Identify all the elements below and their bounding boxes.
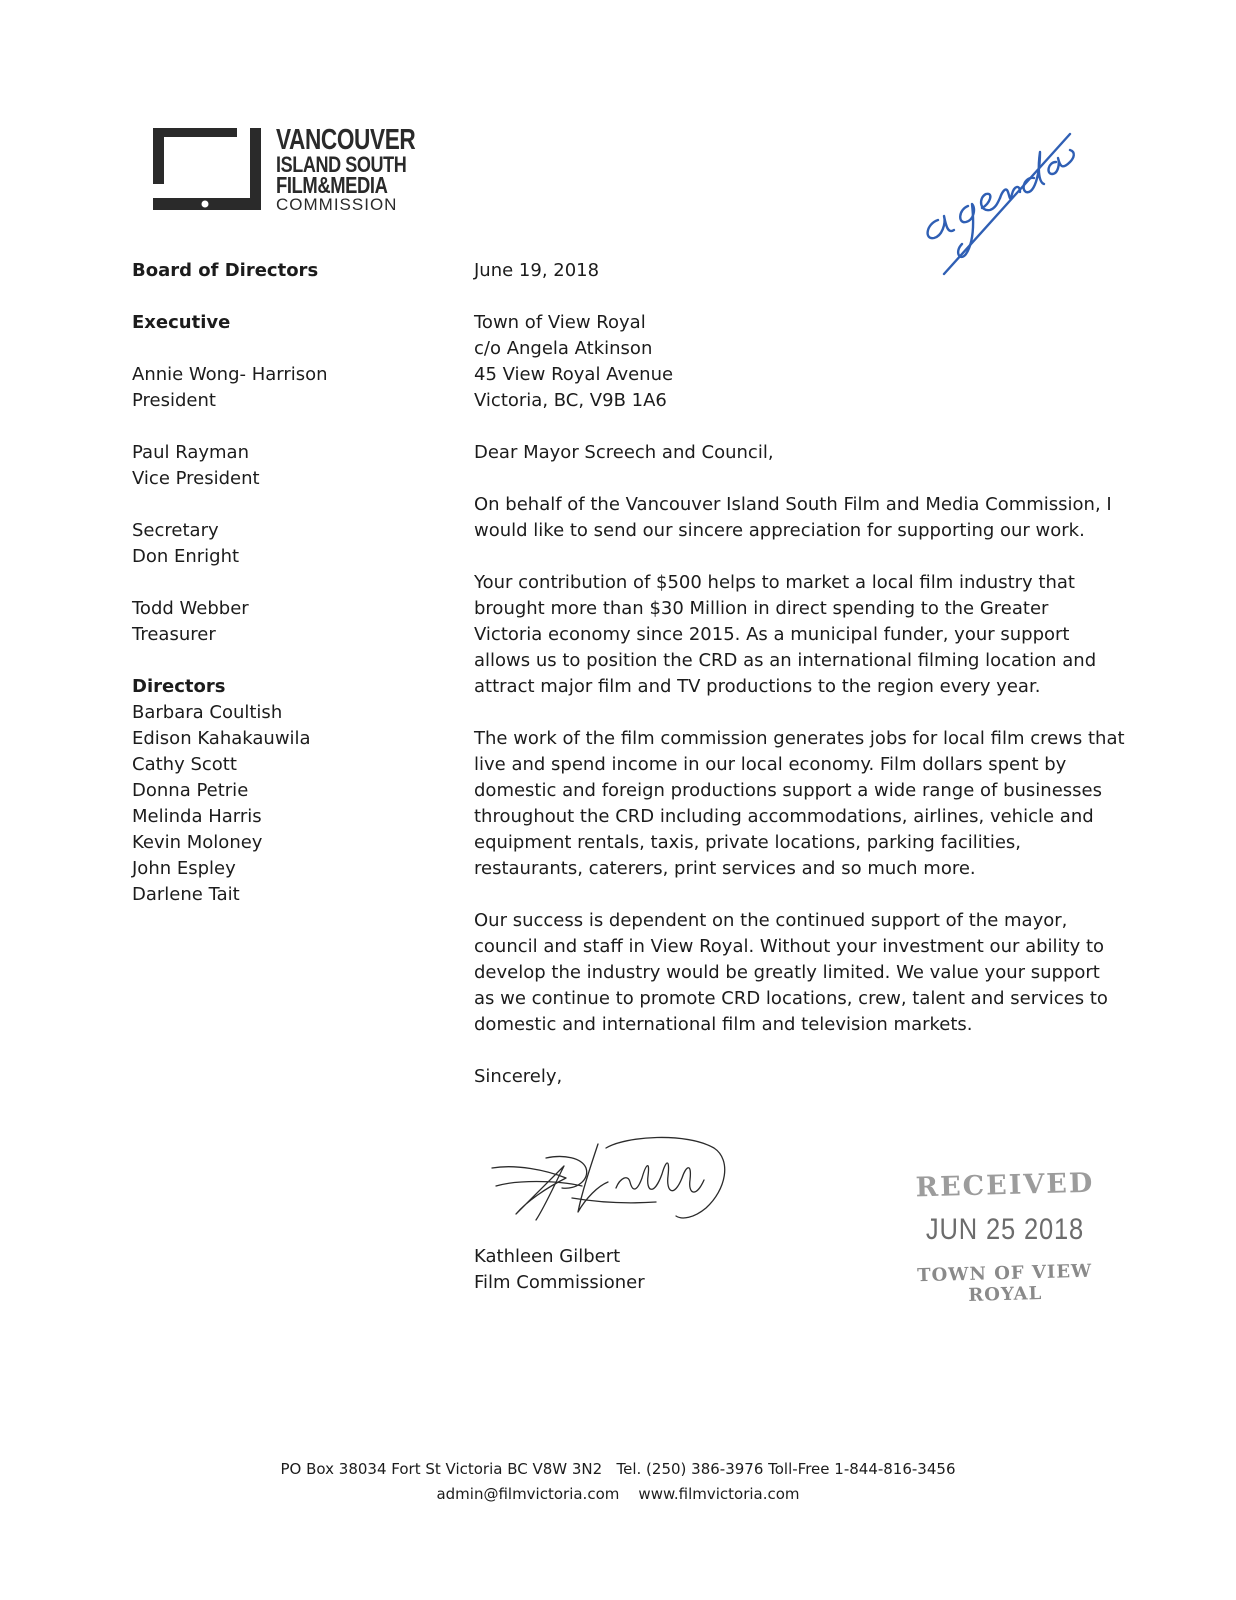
address-line: 45 View Royal Avenue: [474, 364, 674, 385]
signer-name: Kathleen Gilbert: [474, 1246, 621, 1267]
director-name: Cathy Scott: [132, 754, 237, 775]
executive-member-line: Vice President: [132, 468, 260, 489]
paragraph-line: domestic and foreign productions support a wide range of businesses: [474, 780, 1102, 801]
handwritten-agenda-annotation: [916, 112, 1086, 282]
paragraph-line: as we continue to promote CRD locations, crew, talent and services to: [474, 988, 1108, 1009]
stamp-received-text: RECEIVED: [915, 1167, 1095, 1204]
executive-member-line: Todd Webber: [132, 598, 249, 619]
paragraph-line: Your contribution of $500 helps to market a local film industry that: [474, 572, 1075, 593]
footer-web-line: admin@filmvictoria.com www.filmvictoria.com: [436, 1485, 800, 1503]
executive-member-line: Annie Wong- Harrison: [132, 364, 328, 385]
paragraph-line: attract major film and TV productions to the region every year.: [474, 676, 1041, 697]
paragraph-3: [474, 726, 1125, 882]
address-line: c/o Angela Atkinson: [474, 338, 653, 359]
paragraph-line: The work of the film commission generates jobs for local film crews that: [474, 728, 1125, 749]
paragraph-line: allows us to position the CRD as an international filming location and: [474, 650, 1097, 671]
paragraph-line: Our success is dependent on the continued support of the mayor,: [474, 910, 1068, 931]
stamp-date: JUN 25 2018: [925, 1213, 1085, 1246]
director-name: Barbara Coultish: [132, 702, 283, 723]
paragraph-2: [474, 570, 1114, 700]
closing: Sincerely,: [474, 1066, 563, 1087]
commission-logo-text: [276, 126, 455, 213]
director-name: Darlene Tait: [132, 884, 240, 905]
handwritten-signature: [486, 1128, 736, 1228]
executive-heading: Executive: [132, 312, 231, 333]
paragraph-line: live and spend income in our local economy. Film dollars spent by: [474, 754, 1067, 775]
signer-title: Film Commissioner: [474, 1272, 645, 1293]
signer-block: [474, 1244, 645, 1296]
paragraph-line: throughout the CRD including accommodations, airlines, vehicle and: [474, 806, 1094, 827]
board-of-directors-sidebar: [132, 258, 432, 908]
paragraph-4: [474, 908, 1114, 1038]
paragraph-line: council and staff in View Royal. Without your investment our ability to: [474, 936, 1105, 957]
logo-line-2: ISLAND SOUTH: [276, 152, 407, 177]
paragraph-line: Victoria economy since 2015. As a municipal funder, your support: [474, 624, 1070, 645]
logo-line-1: VANCOUVER: [276, 124, 416, 156]
director-name: Donna Petrie: [132, 780, 249, 801]
director-name: John Espley: [132, 858, 236, 879]
logo-line-4: COMMISSION: [276, 195, 398, 214]
paragraph-line: develop the industry would be greatly limited. We value your support: [474, 962, 1100, 983]
stamp-town: TOWN OF VIEW ROYAL: [916, 1260, 1093, 1306]
paragraph-line: brought more than $30 Million in direct spending to the Greater: [474, 598, 1049, 619]
executive-member-line: President: [132, 390, 216, 411]
letter-date: June 19, 2018: [474, 260, 600, 281]
director-name: Kevin Moloney: [132, 832, 263, 853]
received-stamp: [880, 1167, 1130, 1306]
address-line: Town of View Royal: [474, 312, 646, 333]
executive-member-line: Secretary: [132, 520, 219, 541]
paragraph-line: would like to send our sincere appreciation for supporting our work.: [474, 520, 1085, 541]
director-name: Edison Kahakauwila: [132, 728, 311, 749]
executive-member-line: Paul Rayman: [132, 442, 249, 463]
executive-member-line: Don Enright: [132, 546, 240, 567]
paragraph-line: domestic and international film and television markets.: [474, 1014, 973, 1035]
salutation: Dear Mayor Screech and Council,: [474, 442, 774, 463]
recipient-address: [474, 310, 1114, 414]
letter-body: [474, 258, 1125, 1116]
paragraph-1: [474, 492, 1114, 544]
directors-heading: Directors: [132, 676, 226, 697]
executive-member-line: Treasurer: [132, 624, 216, 645]
commission-logo-mark: [153, 128, 265, 210]
paragraph-line: restaurants, caterers, print services and so much more.: [474, 858, 976, 879]
director-name: Melinda Harris: [132, 806, 262, 827]
paragraph-line: equipment rentals, taxis, private locations, parking facilities,: [474, 832, 1022, 853]
footer-contact-line: PO Box 38034 Fort St Victoria BC V8W 3N2 Tel. (250) 386-3976 Toll-Free 1-844-816-3456: [280, 1460, 956, 1478]
address-line: Victoria, BC, V9B 1A6: [474, 390, 667, 411]
letterhead-footer: [0, 1457, 1236, 1507]
paragraph-line: On behalf of the Vancouver Island South Film and Media Commission, I: [474, 494, 1112, 515]
logo-line-3: FILM&MEDIA: [276, 172, 388, 198]
board-heading: Board of Directors: [132, 260, 319, 281]
